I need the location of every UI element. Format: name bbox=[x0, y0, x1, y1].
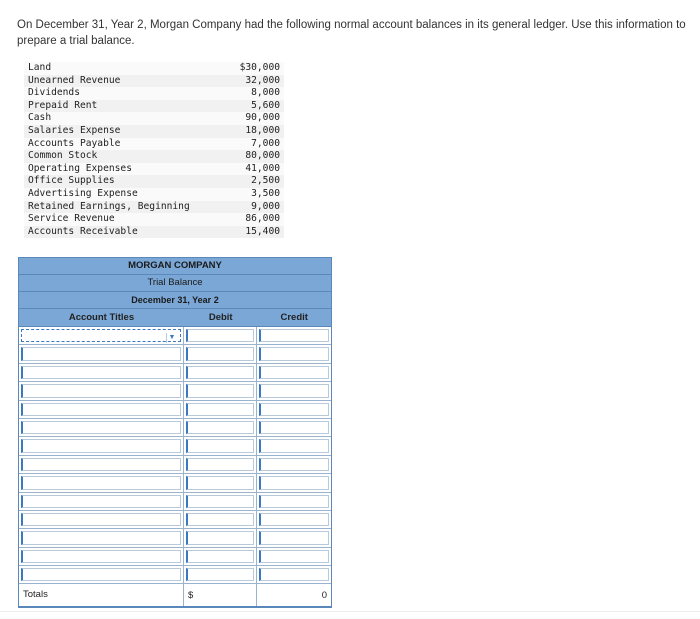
balance-row bbox=[24, 62, 284, 75]
balance-account-name: Unearned Revenue bbox=[28, 74, 121, 86]
debit-total-currency: $ bbox=[187, 589, 194, 601]
balance-account-name: Office Supplies bbox=[28, 175, 115, 187]
balance-amount: $30,000 bbox=[239, 62, 280, 73]
balance-account-name: Accounts Receivable bbox=[28, 225, 138, 237]
table-row bbox=[19, 437, 331, 455]
credit-input[interactable] bbox=[259, 403, 329, 416]
debit-input[interactable] bbox=[186, 476, 255, 489]
table-row bbox=[19, 401, 331, 419]
debit-input[interactable] bbox=[186, 458, 255, 471]
balance-row bbox=[24, 201, 284, 214]
balance-account-name: Salaries Expense bbox=[28, 124, 121, 136]
balance-row bbox=[24, 150, 284, 163]
balance-amount: 3,500 bbox=[251, 187, 280, 199]
table-row bbox=[19, 566, 331, 584]
credit-input[interactable] bbox=[259, 384, 329, 397]
debit-input[interactable] bbox=[186, 421, 255, 434]
account-title-select[interactable] bbox=[21, 347, 181, 360]
table-row bbox=[19, 419, 331, 437]
balance-amount: 18,000 bbox=[245, 124, 280, 136]
debit-input[interactable] bbox=[186, 513, 255, 526]
table-row bbox=[19, 327, 331, 345]
credit-input[interactable] bbox=[259, 329, 329, 342]
credit-input[interactable] bbox=[259, 495, 329, 508]
table-row bbox=[19, 511, 331, 529]
balance-row bbox=[24, 188, 284, 201]
trial-balance-rows bbox=[18, 327, 332, 584]
balance-row bbox=[24, 175, 284, 188]
balance-amount: 86,000 bbox=[245, 213, 280, 225]
balance-row bbox=[24, 87, 284, 100]
account-balances-list bbox=[24, 62, 284, 238]
debit-input[interactable] bbox=[186, 366, 255, 379]
debit-input[interactable] bbox=[186, 403, 255, 416]
balance-account-name: Retained Earnings, Beginning bbox=[28, 200, 190, 212]
balance-amount: 5,600 bbox=[251, 99, 280, 111]
account-title-select[interactable] bbox=[21, 366, 181, 379]
account-title-select[interactable] bbox=[21, 403, 181, 416]
credit-input[interactable] bbox=[259, 347, 329, 360]
table-row bbox=[19, 529, 331, 547]
balance-row bbox=[24, 226, 284, 239]
account-title-select[interactable] bbox=[21, 568, 181, 581]
balance-amount: 8,000 bbox=[251, 87, 280, 99]
credit-input[interactable] bbox=[259, 568, 329, 581]
account-title-select[interactable] bbox=[21, 439, 181, 452]
account-title-select[interactable] bbox=[21, 329, 181, 342]
balance-row bbox=[24, 112, 284, 125]
credit-header: Credit bbox=[280, 312, 308, 323]
divider bbox=[0, 611, 700, 612]
debit-input[interactable] bbox=[186, 384, 255, 397]
credit-input[interactable] bbox=[259, 439, 329, 452]
account-title-select[interactable] bbox=[21, 384, 181, 397]
table-row bbox=[19, 345, 331, 363]
balance-row bbox=[24, 213, 284, 226]
balance-amount: 80,000 bbox=[245, 150, 280, 162]
balance-amount: 15,400 bbox=[245, 225, 280, 237]
balance-row bbox=[24, 75, 284, 88]
table-row bbox=[19, 474, 331, 492]
debit-input[interactable] bbox=[186, 329, 255, 342]
account-title-select[interactable] bbox=[21, 513, 181, 526]
credit-input[interactable] bbox=[259, 458, 329, 471]
balance-account-name: Dividends bbox=[28, 87, 80, 99]
credit-input[interactable] bbox=[259, 531, 329, 544]
totals-label: Totals bbox=[23, 589, 48, 601]
balance-account-name: Cash bbox=[28, 112, 52, 124]
table-row bbox=[19, 548, 331, 566]
balance-row bbox=[24, 138, 284, 151]
balance-amount: 90,000 bbox=[245, 112, 280, 124]
chevron-down-icon[interactable]: ▼ bbox=[166, 333, 177, 343]
debit-input[interactable] bbox=[186, 550, 255, 563]
account-titles-header: Account Titles bbox=[68, 312, 135, 323]
debit-input[interactable] bbox=[186, 495, 255, 508]
account-title-select[interactable] bbox=[21, 458, 181, 471]
table-row bbox=[19, 382, 331, 400]
credit-input[interactable] bbox=[259, 476, 329, 489]
table-row bbox=[19, 456, 331, 474]
account-title-select[interactable] bbox=[21, 550, 181, 563]
account-title-select[interactable] bbox=[21, 421, 181, 434]
account-title-select[interactable] bbox=[21, 531, 181, 544]
statement-title: Trial Balance bbox=[18, 274, 332, 291]
balance-row bbox=[24, 100, 284, 113]
balance-account-name: Land bbox=[28, 62, 52, 73]
table-row bbox=[19, 493, 331, 511]
credit-input[interactable] bbox=[259, 366, 329, 379]
debit-header: Debit bbox=[208, 312, 233, 323]
balance-row bbox=[24, 125, 284, 138]
totals-row bbox=[19, 584, 331, 608]
balance-amount: 41,000 bbox=[245, 162, 280, 174]
debit-input[interactable] bbox=[186, 568, 255, 581]
statement-date: December 31, Year 2 bbox=[18, 291, 332, 308]
balance-account-name: Accounts Payable bbox=[28, 137, 121, 149]
balance-account-name: Prepaid Rent bbox=[28, 99, 98, 111]
balance-amount: 7,000 bbox=[251, 137, 280, 149]
balance-account-name: Operating Expenses bbox=[28, 162, 132, 174]
balance-account-name: Advertising Expense bbox=[28, 187, 138, 199]
account-title-select[interactable] bbox=[21, 476, 181, 489]
credit-input[interactable] bbox=[259, 513, 329, 526]
credit-total-value: 0 bbox=[321, 589, 327, 601]
balance-row bbox=[24, 163, 284, 176]
balance-amount: 32,000 bbox=[245, 74, 280, 86]
account-title-select[interactable] bbox=[21, 495, 181, 508]
debit-input[interactable] bbox=[186, 347, 255, 360]
balance-amount: 9,000 bbox=[251, 200, 280, 212]
instructions-text: On December 31, Year 2, Morgan Company had the following normal account balances in its general ledger. Use this information to prepare a trial balance. bbox=[17, 19, 686, 47]
table-row bbox=[19, 364, 331, 382]
debit-input[interactable] bbox=[186, 531, 255, 544]
company-name: MORGAN COMPANY bbox=[18, 257, 332, 274]
balance-account-name: Common Stock bbox=[28, 150, 98, 162]
credit-input[interactable] bbox=[259, 550, 329, 563]
balance-account-name: Service Revenue bbox=[28, 213, 115, 225]
debit-input[interactable] bbox=[186, 439, 255, 452]
balance-amount: 2,500 bbox=[251, 175, 280, 187]
trial-balance-form bbox=[18, 257, 332, 608]
credit-input[interactable] bbox=[259, 421, 329, 434]
column-headers bbox=[18, 308, 332, 327]
